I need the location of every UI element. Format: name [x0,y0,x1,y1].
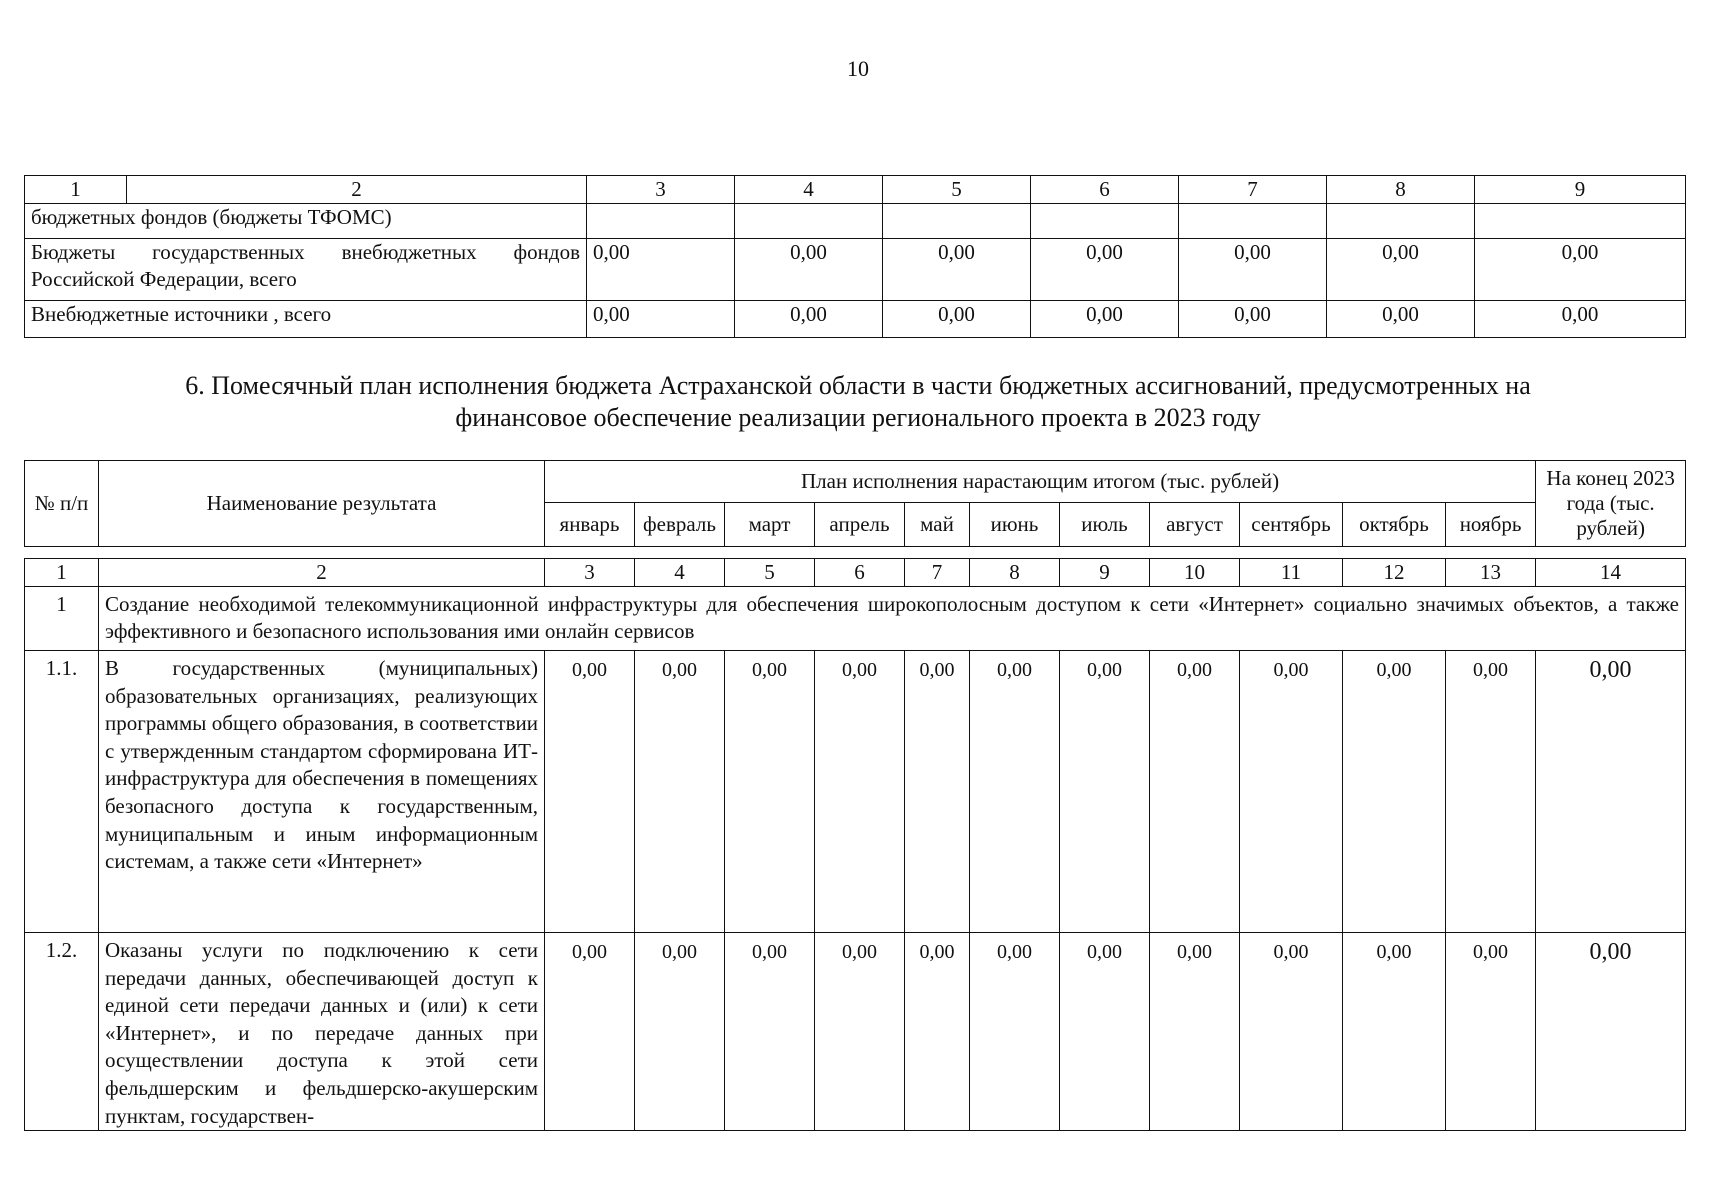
header-end: На конец 2023 года (тыс. рублей) [1536,461,1686,547]
col-number: 12 [1343,559,1446,587]
col-number: 8 [970,559,1060,587]
value-cell: 0,00 [1446,651,1536,933]
value-cell: 0,00 [815,933,905,1131]
value-cell: 0,00 [1240,651,1343,933]
value-cell: 0,00 [905,933,970,1131]
row-num: 1.1. [25,651,99,933]
col-number: 5 [883,176,1031,204]
value-cell [1031,204,1179,239]
col-number: 1 [25,176,127,204]
value-cell: 0,00 [815,651,905,933]
value-cell: 0,00 [545,933,635,1131]
value-cell: 0,00 [905,651,970,933]
value-cell: 0,00 [883,301,1031,338]
value-cell: 0,00 [725,651,815,933]
value-cell: 0,00 [1150,651,1240,933]
section-title-line: финансовое обеспечение реализации регионального проекта в 2023 году [455,403,1261,432]
col-number: 2 [99,559,545,587]
value-cell: 0,00 [970,933,1060,1131]
group-text: Создание необходимой телекоммуникационной инфраструктуры для обеспечения широкополосным доступом к сети «Интернет» социально значимых объектов, а также эффективного и безопасного использования ими онлайн сервисов [99,587,1686,651]
col-number: 7 [905,559,970,587]
page-number: 10 [847,56,869,81]
value-cell: 0,00 [1475,239,1686,301]
col-number: 7 [1179,176,1327,204]
value-cell: 0,00 [1179,239,1327,301]
col-number: 3 [545,559,635,587]
value-cell: 0,00 [883,239,1031,301]
row-num: 1.2. [25,933,99,1131]
value-cell: 0,00 [1240,933,1343,1131]
value-cell: 0,00 [1327,239,1475,301]
header-month: июнь [970,503,1060,547]
col-number: 5 [725,559,815,587]
value-cell [1179,204,1327,239]
value-cell: 0,00 [545,651,635,933]
value-cell: 0,00 [735,301,883,338]
value-cell: 0,00 [635,933,725,1131]
col-number: 14 [1536,559,1686,587]
row-text: Оказаны услуги по подключению к сети передачи данных, обеспечивающей доступ к единой сети передачи данных и (или) к сети «Интернет», и по передаче данных при осуществлении доступа к этой сети фельдшерским и фельдшерско-акушерским пунктам, государствен- [99,933,545,1131]
col-number: 13 [1446,559,1536,587]
value-cell: 0,00 [1343,651,1446,933]
value-cell: 0,00 [1446,933,1536,1131]
col-number: 8 [1327,176,1475,204]
value-cell: 0,00 [1327,301,1475,338]
value-cell: 0,00 [1060,933,1150,1131]
total-cell: 0,00 [1536,933,1686,1131]
value-cell [735,204,883,239]
header-month: январь [545,503,635,547]
plan-header-table [24,460,1686,547]
value-cell [883,204,1031,239]
header-month: ноябрь [1446,503,1536,547]
value-cell: 0,00 [587,301,735,338]
value-cell: 0,00 [1150,933,1240,1131]
col-number: 2 [127,176,587,204]
header-month: октябрь [1343,503,1446,547]
row-text: В государственных (муниципальных) образовательных организациях, реализующих программы общего образования, в соответствии с утвержденным стандартом сформирована ИТ-инфраструктура для обеспечения в помещениях безопасного доступа к государственным, муниципальным и иным информационным системам, а также сети «Интернет» [99,651,545,933]
col-number: 3 [587,176,735,204]
plan-body-table [24,558,1686,1131]
value-cell [1327,204,1475,239]
budget-sources-table [24,175,1686,338]
row-label: бюджетных фондов (бюджеты ТФОМС) [25,204,587,239]
value-cell [1475,204,1686,239]
header-month: август [1150,503,1240,547]
header-month: апрель [815,503,905,547]
col-number: 1 [25,559,99,587]
col-number: 4 [735,176,883,204]
col-number: 11 [1240,559,1343,587]
value-cell: 0,00 [1179,301,1327,338]
header-plan: План исполнения нарастающим итогом (тыс. рублей) [545,461,1536,503]
header-month: сентябрь [1240,503,1343,547]
value-cell: 0,00 [635,651,725,933]
value-cell: 0,00 [1475,301,1686,338]
header-month: февраль [635,503,725,547]
header-month: июль [1060,503,1150,547]
value-cell: 0,00 [735,239,883,301]
header-month: март [725,503,815,547]
header-num: № п/п [25,461,99,547]
section-title-line: 6. Помесячный план исполнения бюджета Астраханской области в части бюджетных ассигнований, предусмотренных на [185,371,1531,400]
col-number: 4 [635,559,725,587]
header-month: май [905,503,970,547]
total-cell: 0,00 [1536,651,1686,933]
row-label: Внебюджетные источники , всего [25,301,587,338]
row-label: Бюджеты государственных внебюджетных фондов Российской Федерации, всего [25,239,587,301]
value-cell: 0,00 [1031,239,1179,301]
value-cell: 0,00 [1060,651,1150,933]
col-number: 9 [1475,176,1686,204]
group-num: 1 [25,587,99,651]
value-cell: 0,00 [587,239,735,301]
value-cell: 0,00 [1031,301,1179,338]
header-name: Наименование результата [99,461,545,547]
section-title [60,370,1656,434]
col-number: 6 [1031,176,1179,204]
value-cell: 0,00 [1343,933,1446,1131]
value-cell: 0,00 [970,651,1060,933]
value-cell: 0,00 [725,933,815,1131]
col-number: 10 [1150,559,1240,587]
col-number: 9 [1060,559,1150,587]
col-number: 6 [815,559,905,587]
value-cell [587,204,735,239]
